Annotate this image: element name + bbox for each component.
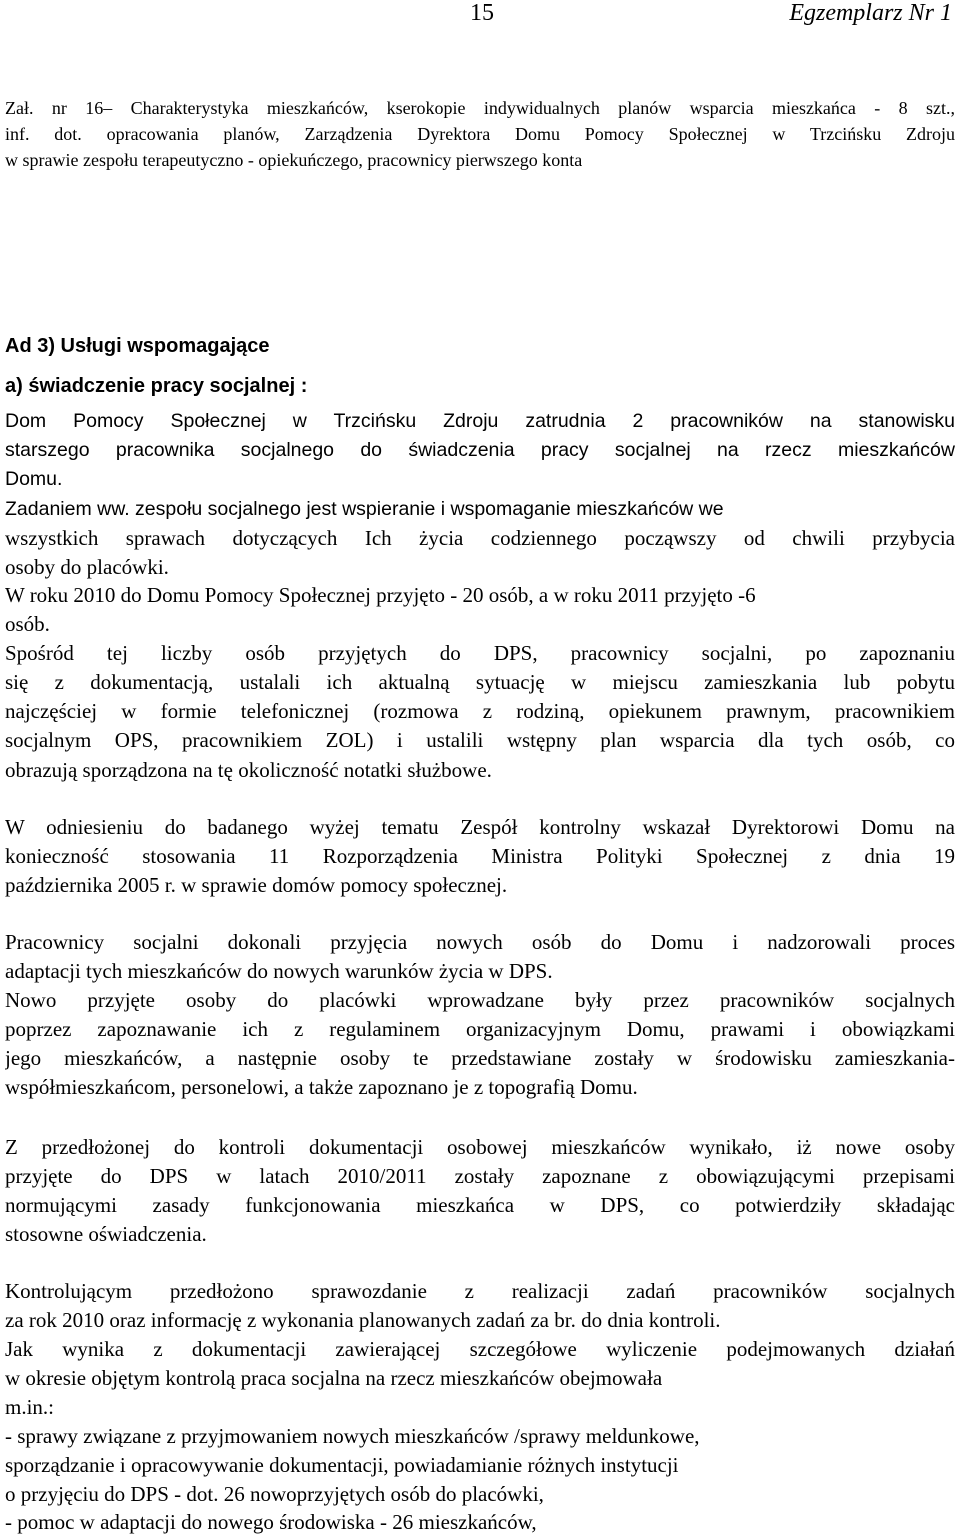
p2-line-2: konieczność stosowania 11 Rozporządzenia Ministra Polityki Społecznej z dnia 19 xyxy=(5,844,955,868)
intro-line-2: inf. dot. opracowania planów, Zarządzenia Dyrektora Domu Pomocy Społecznej w Trzcińsku Zdroju xyxy=(5,124,955,144)
p5-line-4: w okresie objętym kontrolą praca socjalna na rzecz mieszkańców obejmowała xyxy=(5,1366,663,1390)
p4-line-3: normującymi zasady funkcjonowania mieszkańca w DPS, co potwierdziły składając xyxy=(5,1193,955,1217)
p5-line-9: - pomoc w adaptacji do nowego środowiska - 26 mieszkańców, xyxy=(5,1510,537,1534)
p1-line-4: Zadaniem ww. zespołu socjalnego jest wspieranie i wspomaganie mieszkańców we xyxy=(5,498,724,520)
p2-line-1: W odniesieniu do badanego wyżej tematu Zespół kontrolny wskazał Dyrektorowi Domu na xyxy=(5,815,955,839)
p1-line-12: socjalnym OPS, pracownikiem ZOL) i ustalili wstępny plan wsparcia dla tych osób, co xyxy=(5,728,955,752)
p3-line-1: Pracownicy socjalni dokonali przyjęcia nowych osób do Domu i nadzorowali proces xyxy=(5,930,955,954)
section-heading: Ad 3) Usługi wspomagające xyxy=(5,335,270,357)
section-subheading-text: a) świadczenie pracy socjalnej : xyxy=(5,375,308,397)
p1-line-8: osób. xyxy=(5,612,50,636)
page-header xyxy=(0,0,960,40)
p5-line-8: o przyjęciu do DPS - dot. 26 nowoprzyjętych osób do placówki, xyxy=(5,1482,544,1506)
p5-line-7: sporządzanie i opracowywanie dokumentacji, powiadamianie różnych instytucji xyxy=(5,1453,679,1477)
p4-line-1: Z przedłożonej do kontroli dokumentacji osobowej mieszkańców wynikało, iż nowe osoby xyxy=(5,1135,955,1159)
p1-line-1: Dom Pomocy Społecznej w Trzcińsku Zdroju zatrudnia 2 pracowników na stanowisku xyxy=(5,410,955,432)
p1-line-9: Spośród tej liczby osób przyjętych do DPS, pracownicy socjalni, po zapoznaniu xyxy=(5,641,955,665)
p1-line-5: wszystkich sprawach dotyczących Ich życia codziennego począwszy od chwili przybycia xyxy=(5,526,955,550)
p1-line-11: najczęściej w formie telefonicznej (rozmowa z rodziną, opiekunem prawnym, pracownikiem xyxy=(5,699,955,723)
p1-line-13: obrazują sporządzona na tę okoliczność notatki służbowe. xyxy=(5,758,492,782)
p3-line-4: poprzez zapoznawanie ich z regulaminem organizacyjnym Domu, prawami i obowiązkami xyxy=(5,1017,955,1041)
intro-line-3: w sprawie zespołu terapeutyczno - opiekuńczego, pracownicy pierwszego konta xyxy=(5,150,583,170)
p4-line-4: stosowne oświadczenia. xyxy=(5,1222,207,1246)
p5-line-2: za rok 2010 oraz informację z wykonania planowanych zadań za br. do dnia kontroli. xyxy=(5,1308,721,1332)
p5-line-1: Kontrolującym przedłożono sprawozdanie z realizacji zadań pracowników socjalnych xyxy=(5,1279,955,1303)
p5-line-3: Jak wynika z dokumentacji zawierającej szczegółowe wyliczenie podejmowanych działań xyxy=(5,1337,955,1361)
p1-line-2: starszego pracownika socjalnego do świadczenia pracy socjalnej na rzecz mieszkańców xyxy=(5,439,955,461)
section-subheading xyxy=(5,372,307,400)
p2-line-3: października 2005 r. w sprawie domów pomocy społecznej. xyxy=(5,873,508,897)
p5-line-5: m.in.: xyxy=(5,1395,55,1419)
p3-line-2: adaptacji tych mieszkańców do nowych warunków życia w DPS. xyxy=(5,959,553,983)
p1-line-7: W roku 2010 do Domu Pomocy Społecznej przyjęto - 20 osób, a w roku 2011 przyjęto -6 xyxy=(5,583,756,607)
p1-line-3: Domu. xyxy=(5,468,63,490)
p3-line-6: współmieszkańcom, personelowi, a także zapoznano je z topografią Domu. xyxy=(5,1075,638,1099)
p1-line-10: się z dokumentacją, ustalali ich aktualną sytuację w miejscu zamieszkania lub pobytu xyxy=(5,670,955,694)
p1-line-6: osoby do placówki. xyxy=(5,555,169,579)
p3-line-3: Nowo przyjęte osoby do placówki wprowadzane były przez pracowników socjalnych xyxy=(5,988,955,1012)
p3-line-5: jego mieszkańców, a następnie osoby te przedstawiane zostały w środowisku zamieszkania- xyxy=(5,1046,955,1070)
intro-line-1: Zał. nr 16– Charakterystyka mieszkańców, kserokopie indywidualnych planów wsparcia mieszkańca - 8 szt., xyxy=(5,98,955,118)
copy-number-label: Egzemplarz Nr 1 xyxy=(789,0,952,26)
p5-line-6: - sprawy związane z przyjmowaniem nowych mieszkańców /sprawy meldunkowe, xyxy=(5,1424,700,1448)
p4-line-2: przyjęte do DPS w latach 2010/2011 zostały zapoznane z obowiązującymi przepisami xyxy=(5,1164,955,1188)
page-number: 15 xyxy=(470,0,494,26)
